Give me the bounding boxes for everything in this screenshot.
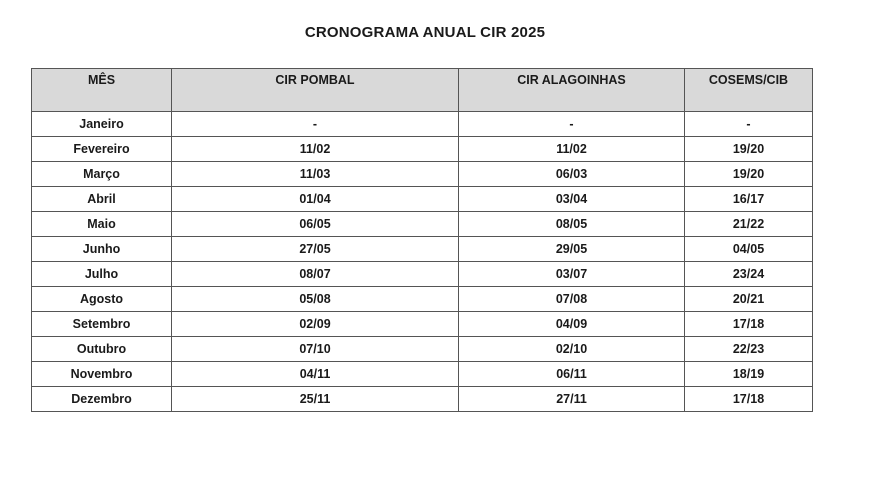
table-body [32,112,813,412]
column-header-cir-alagoinhas: CIR ALAGOINHAS [459,69,685,112]
column-header-cosems-cib: COSEMS/CIB [685,69,813,112]
table-row [32,112,813,137]
month-cell: Junho [32,237,172,262]
schedule-table [31,68,813,412]
table-row [32,312,813,337]
cir-alagoinhas-cell: 03/07 [459,262,685,287]
cir-alagoinhas-cell: 11/02 [459,137,685,162]
cir-alagoinhas-cell: - [459,112,685,137]
cir-alagoinhas-cell: 03/04 [459,187,685,212]
cosems-cib-cell: 22/23 [685,337,813,362]
month-cell: Setembro [32,312,172,337]
column-header-cir-pombal: CIR POMBAL [172,69,459,112]
table-row [32,187,813,212]
cir-alagoinhas-cell: 08/05 [459,212,685,237]
table-row [32,362,813,387]
cir-pombal-cell: 02/09 [172,312,459,337]
table-row [32,237,813,262]
month-cell: Dezembro [32,387,172,412]
cosems-cib-cell: 16/17 [685,187,813,212]
cir-pombal-cell: 07/10 [172,337,459,362]
header-row [32,69,813,112]
month-cell: Outubro [32,337,172,362]
cir-pombal-cell: 01/04 [172,187,459,212]
cir-pombal-cell: 05/08 [172,287,459,312]
cir-pombal-cell: 04/11 [172,362,459,387]
table-row [32,337,813,362]
table-row [32,287,813,312]
cosems-cib-cell: 19/20 [685,137,813,162]
table-header [32,69,813,112]
cosems-cib-cell: 23/24 [685,262,813,287]
cir-alagoinhas-cell: 07/08 [459,287,685,312]
month-cell: Novembro [32,362,172,387]
table-row [32,387,813,412]
cosems-cib-cell: 17/18 [685,312,813,337]
cosems-cib-cell: 17/18 [685,387,813,412]
cir-pombal-cell: 11/02 [172,137,459,162]
cir-pombal-cell: 27/05 [172,237,459,262]
month-cell: Julho [32,262,172,287]
cosems-cib-cell: 20/21 [685,287,813,312]
cir-alagoinhas-cell: 06/03 [459,162,685,187]
month-cell: Abril [32,187,172,212]
cir-pombal-cell: 25/11 [172,387,459,412]
month-cell: Janeiro [32,112,172,137]
cosems-cib-cell: 19/20 [685,162,813,187]
cir-alagoinhas-cell: 02/10 [459,337,685,362]
month-cell: Maio [32,212,172,237]
month-cell: Março [32,162,172,187]
cir-alagoinhas-cell: 29/05 [459,237,685,262]
cir-pombal-cell: - [172,112,459,137]
cosems-cib-cell: 04/05 [685,237,813,262]
cosems-cib-cell: 21/22 [685,212,813,237]
cir-alagoinhas-cell: 27/11 [459,387,685,412]
cosems-cib-cell: 18/19 [685,362,813,387]
month-cell: Agosto [32,287,172,312]
cir-alagoinhas-cell: 06/11 [459,362,685,387]
month-cell: Fevereiro [32,137,172,162]
table-row [32,137,813,162]
column-header-month: MÊS [32,69,172,112]
cir-pombal-cell: 06/05 [172,212,459,237]
cir-alagoinhas-cell: 04/09 [459,312,685,337]
table-row [32,212,813,237]
cosems-cib-cell: - [685,112,813,137]
table-row [32,162,813,187]
table-row [32,262,813,287]
page-title: CRONOGRAMA ANUAL CIR 2025 [304,24,546,41]
cir-pombal-cell: 08/07 [172,262,459,287]
cir-pombal-cell: 11/03 [172,162,459,187]
